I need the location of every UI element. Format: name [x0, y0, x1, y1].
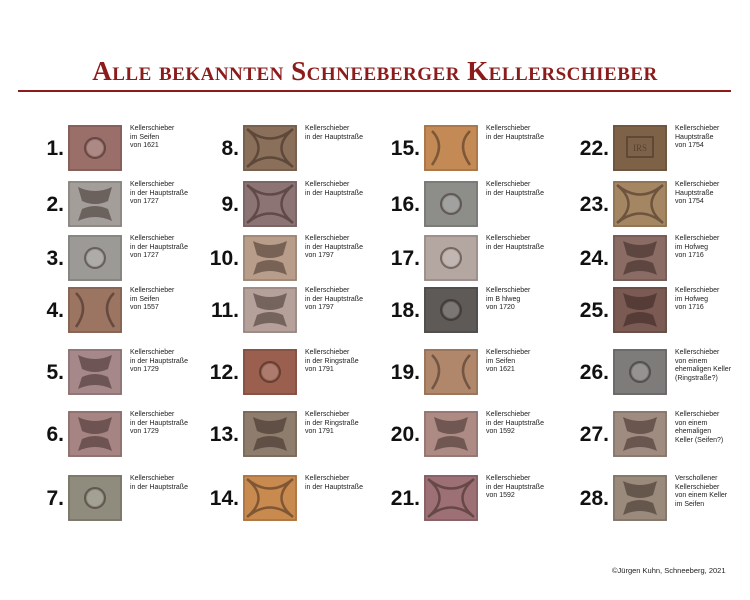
kellerschieber-entry	[565, 177, 750, 233]
entry-number: 23.	[579, 193, 609, 216]
caption-line: Hauptstraße	[675, 133, 714, 141]
caption-line: in der Ringstraße	[305, 419, 359, 427]
kellerschieber-photo	[243, 125, 297, 171]
entry-number: 16.	[390, 193, 420, 216]
caption-line: im Seifen	[130, 133, 160, 141]
kellerschieber-photo	[68, 411, 122, 457]
kellerschieber-photo	[424, 475, 478, 521]
caption-line: in der Hauptstraße	[305, 243, 363, 251]
caption-line: in der Hauptstraße	[486, 419, 544, 427]
entry-number: 27.	[579, 423, 609, 446]
title-underline	[18, 90, 731, 92]
kellerschieber-entry	[376, 345, 561, 401]
kellerschieber-photo	[613, 349, 667, 395]
entry-number: 21.	[390, 487, 420, 510]
caption-line: in der Hauptstraße	[130, 243, 188, 251]
caption-line: in der Hauptstraße	[486, 483, 544, 491]
entry-caption	[675, 125, 750, 151]
caption-line: Kellerschieber	[305, 125, 350, 132]
caption-line: Kellerschieber	[305, 349, 350, 356]
entry-number: 13.	[209, 423, 239, 446]
caption-line: Kellerschieber	[130, 287, 175, 294]
caption-line: von 1716	[675, 252, 704, 260]
entry-number: 20.	[390, 423, 420, 446]
caption-line: von 1727	[130, 252, 159, 260]
caption-line: in der Hauptstraße	[305, 189, 363, 197]
caption-line: im Seifen	[486, 357, 516, 365]
entry-caption	[486, 349, 566, 375]
kellerschieber-entry	[565, 121, 750, 177]
entry-caption	[486, 475, 566, 501]
entry-caption	[486, 411, 566, 437]
kellerschieber-photo	[68, 125, 122, 171]
caption-line: im Hofweg	[675, 243, 709, 251]
kellerschieber-entry	[20, 283, 205, 339]
caption-line: von einem	[675, 357, 708, 365]
caption-line: Kellerschieber	[486, 287, 531, 294]
entry-caption	[305, 235, 385, 261]
kellerschieber-entry	[20, 177, 205, 233]
kellerschieber-entry	[565, 345, 750, 401]
entry-number: 3.	[46, 247, 64, 270]
svg-text:IRS: IRS	[632, 143, 648, 153]
caption-line: ehemaligen Keller	[675, 366, 732, 374]
entry-number: 5.	[46, 361, 64, 384]
caption-line: Kellerschieber	[486, 411, 531, 418]
caption-line: (Ringstraße?)	[675, 374, 718, 382]
entry-number: 15.	[390, 137, 420, 160]
caption-line: Kellerschieber	[130, 125, 175, 132]
entry-number: 1.	[46, 137, 64, 160]
kellerschieber-entry	[376, 471, 561, 527]
entry-number: 17.	[390, 247, 420, 270]
entry-caption	[675, 181, 750, 207]
kellerschieber-photo	[613, 181, 667, 227]
entry-caption	[305, 125, 385, 142]
entry-number: 26.	[579, 361, 609, 384]
caption-line: Kellerschieber	[486, 181, 531, 188]
kellerschieber-entry	[195, 471, 380, 527]
caption-line: Kellerschieber	[675, 287, 720, 294]
kellerschieber-photo	[243, 411, 297, 457]
kellerschieber-photo	[243, 475, 297, 521]
caption-line: in der Hauptstraße	[305, 483, 363, 491]
entry-caption	[486, 181, 566, 198]
caption-line: von 1720	[486, 304, 515, 312]
entry-caption	[675, 287, 750, 313]
entry-number: 25.	[579, 299, 609, 322]
caption-line: in der Hauptstraße	[130, 419, 188, 427]
kellerschieber-entry	[376, 283, 561, 339]
caption-line: im Hofweg	[675, 295, 709, 303]
caption-line: Kellerschieber	[675, 181, 720, 188]
kellerschieber-entry	[565, 231, 750, 287]
kellerschieber-photo	[424, 235, 478, 281]
caption-line: in der Hauptstraße	[305, 295, 363, 303]
kellerschieber-photo	[243, 181, 297, 227]
entry-number: 8.	[221, 137, 239, 160]
kellerschieber-photo	[613, 125, 667, 171]
caption-line: in der Hauptstraße	[130, 483, 188, 491]
kellerschieber-photo	[243, 349, 297, 395]
kellerschieber-entry	[376, 121, 561, 177]
kellerschieber-entry	[376, 177, 561, 233]
entry-caption	[305, 411, 385, 437]
kellerschieber-photo	[243, 235, 297, 281]
caption-line: Kellerschieber	[675, 235, 720, 242]
entry-caption	[675, 235, 750, 261]
kellerschieber-photo	[68, 287, 122, 333]
kellerschieber-photo	[613, 287, 667, 333]
caption-line: in der Ringstraße	[305, 357, 359, 365]
kellerschieber-entry	[195, 345, 380, 401]
entry-caption	[305, 287, 385, 313]
caption-line: von 1754	[675, 142, 704, 150]
caption-line: Kellerschieber	[675, 411, 720, 418]
kellerschieber-entry	[376, 231, 561, 287]
copyright-credit: ©Jürgen Kuhn, Schneeberg, 2021	[612, 566, 726, 575]
caption-line: in der Hauptstraße	[486, 243, 544, 251]
caption-line: Kellerschieber	[486, 125, 531, 132]
caption-line: in der Hauptstraße	[130, 189, 188, 197]
caption-line: Hauptstraße	[675, 189, 714, 197]
kellerschieber-photo	[613, 411, 667, 457]
caption-line: in der Hauptstraße	[305, 133, 363, 141]
kellerschieber-photo	[424, 411, 478, 457]
caption-line: von 1797	[305, 252, 334, 260]
entry-number: 10.	[209, 247, 239, 270]
kellerschieber-entry	[20, 345, 205, 401]
entry-number: 7.	[46, 487, 64, 510]
caption-line: Kellerschieber	[486, 349, 531, 356]
caption-line: von 1592	[486, 428, 515, 436]
caption-line: Kellerschieber	[305, 181, 350, 188]
kellerschieber-entry	[195, 231, 380, 287]
caption-line: im Seifen	[130, 295, 160, 303]
caption-line: von 1797	[305, 304, 334, 312]
kellerschieber-photo	[68, 181, 122, 227]
kellerschieber-entry	[195, 121, 380, 177]
caption-line: Verschollener	[675, 475, 718, 482]
kellerschieber-photo	[68, 475, 122, 521]
entry-number: 28.	[579, 487, 609, 510]
caption-line: ehemaligen	[675, 428, 712, 436]
caption-line: Keller (Seifen?)	[675, 436, 724, 444]
kellerschieber-entry	[20, 407, 205, 463]
kellerschieber-entry	[20, 231, 205, 287]
page-title: Alle bekannten Schneeberger Kellerschieber	[92, 56, 658, 86]
caption-line: von 1716	[675, 304, 704, 312]
caption-line: Kellerschieber	[305, 475, 350, 482]
entry-number: 22.	[579, 137, 609, 160]
caption-line: im Seifen	[675, 500, 705, 508]
kellerschieber-photo	[68, 349, 122, 395]
entry-number: 14.	[209, 487, 239, 510]
caption-line: Kellerschieber	[675, 125, 720, 132]
caption-line: Kellerschieber	[486, 235, 531, 242]
kellerschieber-entry	[376, 407, 561, 463]
kellerschieber-photo	[424, 349, 478, 395]
caption-line: Kellerschieber	[675, 483, 720, 491]
caption-line: Kellerschieber	[486, 475, 531, 482]
kellerschieber-photo	[243, 287, 297, 333]
caption-line: Kellerschieber	[305, 287, 350, 294]
caption-line: von 1729	[130, 366, 159, 374]
caption-line: von einem Keller	[675, 492, 728, 500]
caption-line: Kellerschieber	[130, 235, 175, 242]
caption-line: in der Hauptstraße	[130, 357, 188, 365]
entry-caption	[305, 475, 385, 492]
caption-line: im B hlweg	[486, 295, 521, 303]
caption-line: von 1727	[130, 198, 159, 206]
kellerschieber-entry	[195, 283, 380, 339]
caption-line: von 1729	[130, 428, 159, 436]
entry-number: 18.	[390, 299, 420, 322]
kellerschieber-photo	[424, 287, 478, 333]
entry-number: 19.	[390, 361, 420, 384]
kellerschieber-entry	[565, 471, 750, 527]
caption-line: Kellerschieber	[675, 349, 720, 356]
kellerschieber-entry	[195, 177, 380, 233]
entry-caption	[486, 125, 566, 142]
caption-line: Kellerschieber	[130, 181, 175, 188]
caption-line: von 1754	[675, 198, 704, 206]
caption-line: von 1621	[130, 142, 159, 150]
entry-number: 6.	[46, 423, 64, 446]
entry-number: 11.	[210, 299, 239, 322]
entry-number: 24.	[579, 247, 609, 270]
caption-line: von 1791	[305, 366, 334, 374]
caption-line: von 1592	[486, 492, 515, 500]
caption-line: in der Hauptstraße	[486, 133, 544, 141]
kellerschieber-photo	[613, 235, 667, 281]
caption-line: von einem	[675, 419, 708, 427]
caption-line: von 1791	[305, 428, 334, 436]
caption-line: Kellerschieber	[305, 235, 350, 242]
caption-line: Kellerschieber	[130, 411, 175, 418]
entry-caption	[305, 181, 385, 198]
kellerschieber-entry	[20, 121, 205, 177]
caption-line: Kellerschieber	[130, 349, 175, 356]
entry-number: 2.	[46, 193, 64, 216]
entry-caption	[675, 411, 750, 445]
entry-number: 12.	[209, 361, 239, 384]
caption-line: Kellerschieber	[305, 411, 350, 418]
entry-caption	[305, 349, 385, 375]
kellerschieber-photo	[424, 125, 478, 171]
caption-line: in der Hauptstraße	[486, 189, 544, 197]
kellerschieber-photo	[424, 181, 478, 227]
entry-caption	[486, 287, 566, 313]
kellerschieber-entry	[565, 283, 750, 339]
entry-caption	[486, 235, 566, 252]
entry-number: 4.	[46, 299, 64, 322]
kellerschieber-entry	[195, 407, 380, 463]
caption-line: von 1557	[130, 304, 159, 312]
kellerschieber-entry	[565, 407, 750, 463]
kellerschieber-photo	[613, 475, 667, 521]
caption-line: Kellerschieber	[130, 475, 175, 482]
entry-caption	[675, 475, 750, 509]
entry-caption	[675, 349, 750, 383]
entry-number: 9.	[221, 193, 239, 216]
caption-line: von 1621	[486, 366, 515, 374]
kellerschieber-entry	[20, 471, 205, 527]
kellerschieber-photo	[68, 235, 122, 281]
